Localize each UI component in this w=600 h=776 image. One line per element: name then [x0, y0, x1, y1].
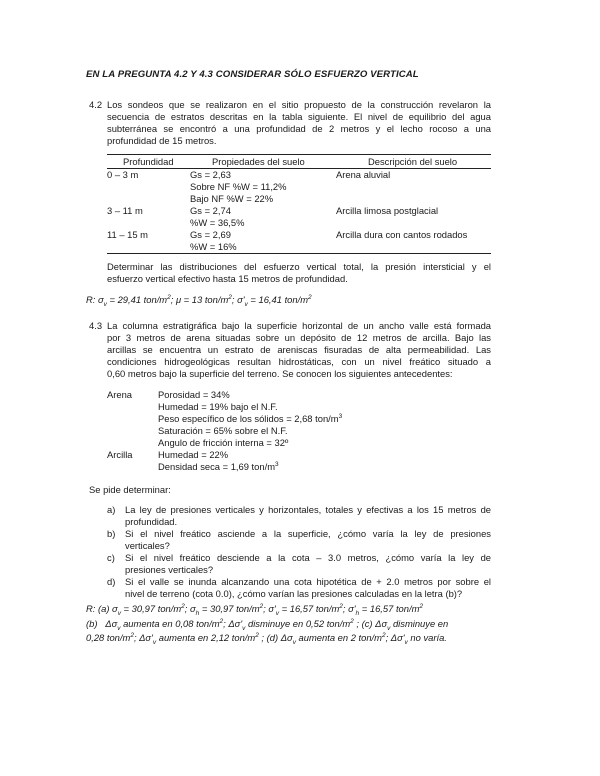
answer-4-3-line-2: (b) $\Delta\sigma_v$ aumenta en 0,08 ton/$m^2$; $\Delta\sigma'_v$ disminuye en 0,52 ton/$m^2$ ; (c) $\Delta\sigma_v$ disminuye en — [86, 617, 449, 632]
question-4-2-task — [107, 261, 491, 285]
property-value: Saturación = 65% sobre el N.F. — [158, 425, 288, 436]
text-line: La columna estratigráfica bajo la superficie horizontal de un ancho valle está formada — [107, 320, 491, 331]
answer-4-2: R: $\sigma_v = 29,41$ ton/$m^2$; μ = 13 ton/$m^2$; $\sigma'_v = 16,41$ ton/$m^2$ — [86, 293, 312, 308]
table-rule — [107, 168, 491, 169]
depth-cell: 11 – 15 m — [107, 229, 148, 240]
text-line: condiciones hidrogeológicas resultan hidrostáticas, con un nivel freático situado a — [107, 356, 491, 367]
item-text: La ley de presiones verticales y horizontales, totales y efectivas a los 15 metros de profundidad. — [125, 504, 491, 527]
question-4-2 — [89, 99, 491, 147]
question-number: 4.2 — [89, 99, 103, 110]
item-letter: b) — [107, 528, 116, 539]
props-cell: Gs = 2,74 — [190, 205, 231, 216]
text-line: Determinar las distribuciones del esfuerzo vertical total, la presión intersticial y el — [107, 261, 491, 272]
desc-cell: Arena aluvial — [336, 169, 391, 180]
material-label: Arcilla — [107, 449, 133, 460]
table-rule — [107, 253, 491, 254]
text-line: secuencia de estratos descritas en la tabla siguiente. El nivel de equilibrio del agua — [107, 111, 491, 122]
property-value: Humedad = 22% — [158, 449, 229, 460]
depth-cell: 0 – 3 m — [107, 169, 139, 180]
item-text: Si el nivel freático desciende a la cota – 3.0 metros, ¿cómo varía la ley de presiones verticales? — [125, 552, 491, 575]
header-cell: Propiedades del suelo — [212, 156, 305, 167]
text-line: esfuerzo vertical efectivo hasta 15 metros de profundidad. — [107, 273, 348, 284]
desc-cell: Arcilla limosa postglacial — [336, 205, 439, 216]
item-letter: d) — [107, 576, 116, 587]
desc-cell: Arcilla dura con cantos rodados — [336, 229, 468, 240]
question-text — [107, 99, 491, 147]
text-line: arcillas se encuentra un estrato de areniscas fisuradas de alta permeabilidad. Las — [107, 344, 491, 355]
property-value: Peso específico de los sólidos = 2,68 ton/$m^3$ — [158, 412, 343, 424]
props-cell: Sobre NF %W = 11,2% — [190, 181, 287, 192]
depth-cell: 3 – 11 m — [107, 205, 143, 216]
question-text — [107, 320, 491, 380]
header-cell: Descripción del suelo — [368, 156, 458, 167]
props-cell: Gs = 2,69 — [190, 229, 231, 240]
item-text: Si el nivel freático asciende a la superficie, ¿cómo varía la ley de presiones verticales? — [125, 528, 491, 551]
text-line: por 3 metros de arena situadas sobre un depósito de 12 metros de arcilla. Bajo las — [107, 332, 491, 343]
section-heading: EN LA PREGUNTA 4.2 Y 4.3 CONSIDERAR SÓLO ESFUERZO VERTICAL — [86, 69, 419, 80]
text-line: subterránea se encontró a una profundidad de 2 metros y el lecho rocoso a una — [107, 123, 491, 134]
se-pide-label: Se pide determinar: — [89, 484, 171, 495]
text-line: 0,60 metros bajo la superficie del terreno. Se conocen los siguientes antecedentes: — [107, 368, 453, 379]
props-cell: %W = 36,5% — [190, 217, 245, 228]
table-rule — [107, 154, 491, 155]
item-letter: c) — [107, 552, 115, 563]
property-value: Angulo de fricción interna = 32º — [158, 437, 289, 448]
question-4-3 — [89, 320, 491, 380]
props-cell: Gs = 2,63 — [190, 169, 231, 180]
item-letter: a) — [107, 504, 116, 515]
question-number: 4.3 — [89, 320, 103, 331]
text-line: Los sondeos que se realizaron en el sitio propuesto de la construcción revelaron la — [107, 99, 491, 110]
property-value: Densidad seca = 1,69 ton/$m^3$ — [158, 460, 279, 472]
answer-4-3-line-3: 0,28 ton/$m^2$; $\Delta\sigma'_v$ aumenta en 2,12 ton/$m^2$ ; (d) $\Delta\sigma_v$ aumenta en 2 ton/$m^2$; $\Delta\sigma'_v$ no varía. — [86, 631, 447, 646]
header-cell: Profundidad — [123, 156, 174, 167]
material-label: Arena — [107, 389, 133, 400]
property-value: Porosidad = 34% — [158, 389, 230, 400]
property-value: Humedad = 19% bajo el N.F. — [158, 401, 278, 412]
item-text: Si el valle se inunda alcanzando una cota hipotética de + 2.0 metros por sobre el nivel de terreno (cota 0.0), ¿cómo varían las presiones calculadas en la letra (b)? — [125, 576, 491, 599]
props-cell: Bajo NF %W = 22% — [190, 193, 274, 204]
text-line: profundidad de 15 metros. — [107, 135, 217, 146]
answer-4-3-line-1: R: (a) $\sigma_v = 30,97$ ton/$m^2$; $\sigma_h = 30,97$ ton/$m^2$; $\sigma'_v = 16,57$ ton/$m^2$; $\sigma'_h = 16,57$ ton/$m^2$ — [86, 602, 424, 617]
props-cell: %W = 16% — [190, 241, 237, 252]
